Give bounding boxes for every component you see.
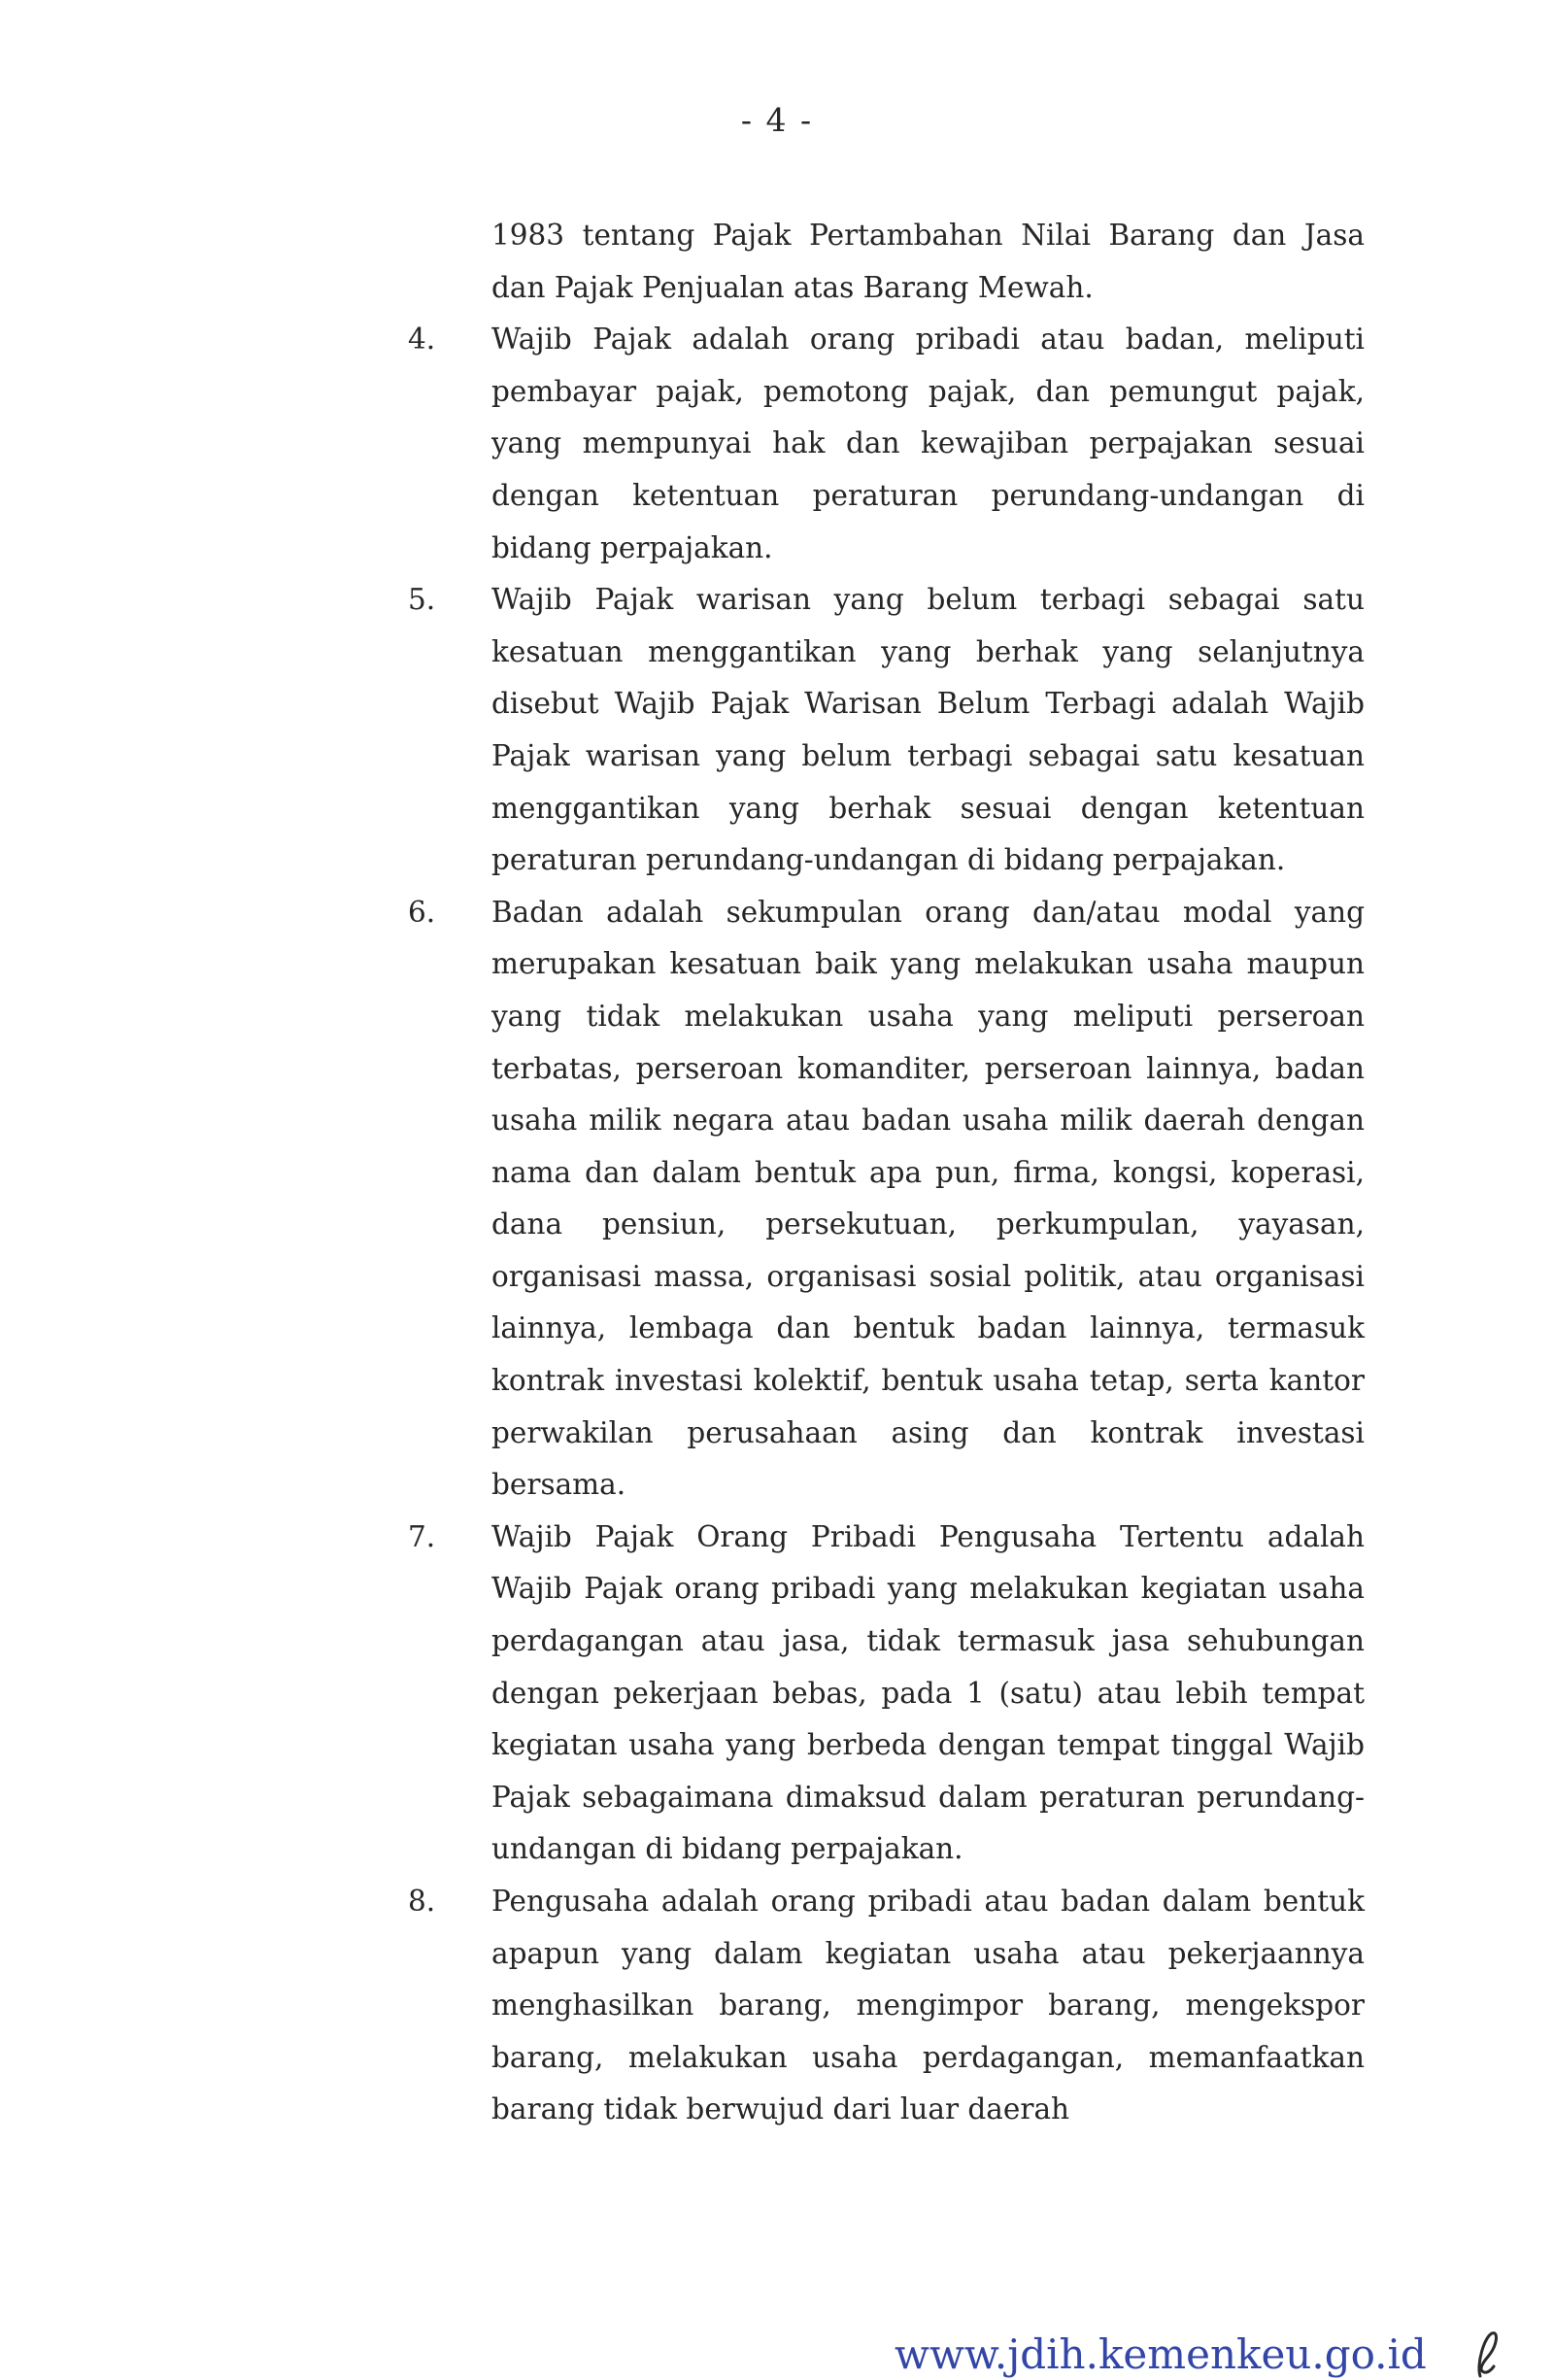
page-number: - 4 -: [740, 101, 814, 139]
item-number: 8.: [408, 1885, 436, 1918]
item-text: Wajib Pajak Orang Pribadi Pengusaha Tertentu adalah Wajib Pajak orang pribadi yang melakukan kegiatan usaha perdagangan atau jasa, tidak termasuk jasa sehubungan dengan pekerjaan bebas, pada 1 (satu) atau lebih tempat kegiatan usaha yang berbeda dengan tempat tinggal Wajib Pajak sebagaimana dimaksud dalam peraturan perundang-undangan di bidang perpajakan.: [491, 1519, 1365, 1866]
item-number: 5.: [408, 583, 436, 617]
continuation-paragraph: 1983 tentang Pajak Pertambahan Nilai Barang dan Jasa dan Pajak Penjualan atas Barang Mewah.: [491, 219, 1365, 304]
item-text: Wajib Pajak adalah orang pribadi atau badan, meliputi pembayar pajak, pemotong pajak, dan pemungut pajak, yang mempunyai hak dan kewajiban perpajakan sesuai dengan ketentuan peraturan perundang-undangan di bidang perpajakan.: [491, 323, 1365, 564]
item-text: Badan adalah sekumpulan orang dan/atau modal yang merupakan kesatuan baik yang melakukan usaha maupun yang tidak melakukan usaha yang meliputi perseroan terbatas, perseroan komanditer, perseroan lainnya, badan usaha milik negara atau badan usaha milik daerah dengan nama dan dalam bentuk apa pun, firma, kongsi, koperasi, dana pensiun, persekutuan, perkumpulan, yayasan, organisasi massa, organisasi sosial politik, atau organisasi lainnya, lembaga dan bentuk badan lainnya, termasuk kontrak investasi kolektif, bentuk usaha tetap, serta kantor perwakilan perusahaan asing dan kontrak investasi bersama.: [491, 895, 1365, 1502]
list-item: [408, 314, 1365, 574]
item-text: Pengusaha adalah orang pribadi atau badan dalam bentuk apapun yang dalam kegiatan usaha atau pekerjaannya menghasilkan barang, mengimpor barang, mengekspor barang, melakukan usaha perdagangan, memanfaatkan barang tidak berwujud dari luar daerah: [491, 1885, 1365, 2126]
footer-website-link[interactable]: www.jdih.kemenkeu.go.id: [895, 2330, 1427, 2378]
item-number: 7.: [408, 1519, 436, 1553]
list-item: [408, 887, 1365, 1512]
document-body: [408, 210, 1365, 2136]
handwritten-initial-icon: [1467, 2328, 1505, 2380]
list-item: [408, 574, 1365, 887]
item-text: Wajib Pajak warisan yang belum terbagi sebagai satu kesatuan menggantikan yang berhak yang selanjutnya disebut Wajib Pajak Warisan Belum Terbagi adalah Wajib Pajak warisan yang belum terbagi sebagai satu kesatuan menggantikan yang berhak sesuai dengan ketentuan peraturan perundang-undangan di bidang perpajakan.: [491, 583, 1365, 877]
item-number: 6.: [408, 895, 436, 929]
item-number: 4.: [408, 323, 436, 357]
list-item: [408, 1512, 1365, 1876]
list-item: [408, 1876, 1365, 2136]
